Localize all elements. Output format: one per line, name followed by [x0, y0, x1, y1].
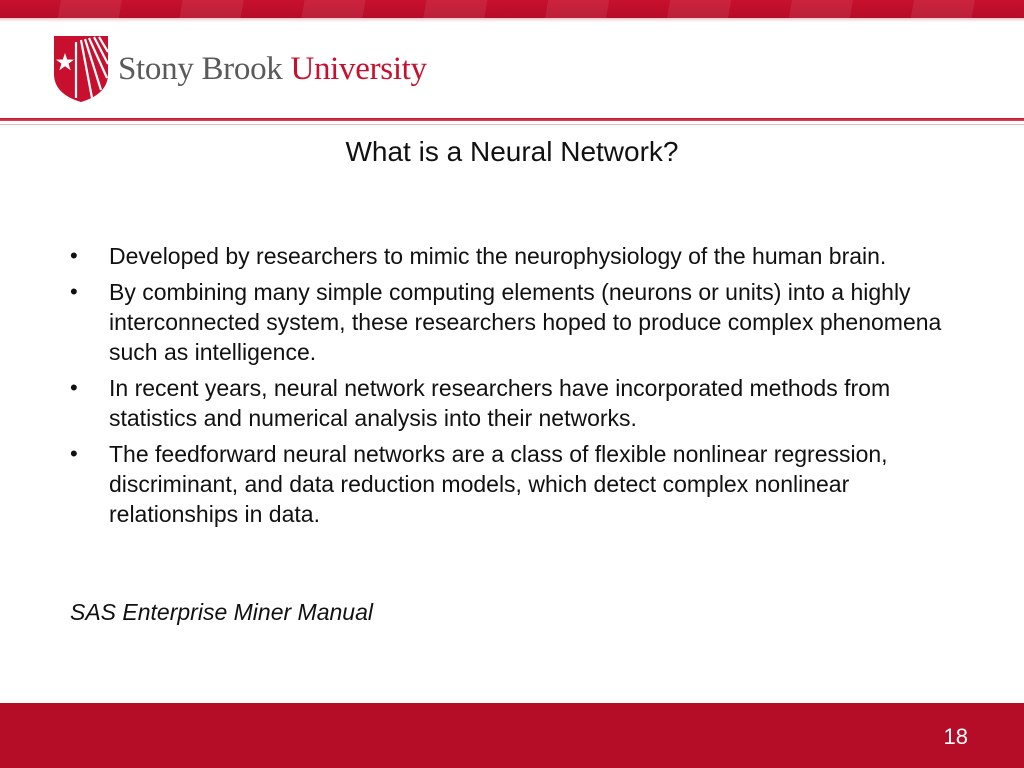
slide-title: What is a Neural Network?	[345, 136, 679, 167]
header-rule	[0, 118, 1024, 121]
header-rule-thin	[0, 124, 1024, 125]
bullet-text: Developed by researchers to mimic the neurophysiology of the human brain.	[109, 243, 887, 269]
bullet-text: By combining many simple computing elements (neurons or units) into a highly interconnected system, these researchers hoped to produce complex phenomena such as intelligence.	[109, 279, 942, 365]
stony-brook-shield-icon	[52, 32, 110, 104]
logo-name: Stony Brook	[118, 50, 283, 87]
bullet-item	[70, 373, 950, 433]
top-band-stripes	[0, 0, 1024, 18]
bullet-marker: •	[70, 441, 78, 466]
university-logo	[52, 32, 427, 104]
citation: SAS Enterprise Miner Manual	[70, 599, 373, 625]
logo-wordmark	[118, 51, 427, 88]
bullet-item	[70, 439, 950, 529]
bullet-item	[70, 241, 950, 271]
page-number: 18	[943, 724, 968, 749]
logo-university: University	[290, 50, 427, 87]
bullet-list	[70, 241, 950, 535]
bullet-text: In recent years, neural network researchers have incorporated methods from statistics and numerical analysis into their networks.	[109, 375, 891, 431]
bullet-marker: •	[70, 375, 78, 400]
footer-band	[0, 703, 1024, 768]
bullet-marker: •	[70, 243, 78, 268]
bullet-text: The feedforward neural networks are a class of flexible nonlinear regression, discriminant, and data reduction models, which detect complex nonlinear relationships in data.	[109, 441, 888, 527]
bullet-item	[70, 277, 950, 367]
bullet-marker: •	[70, 279, 78, 304]
top-band-fade	[0, 18, 1024, 22]
